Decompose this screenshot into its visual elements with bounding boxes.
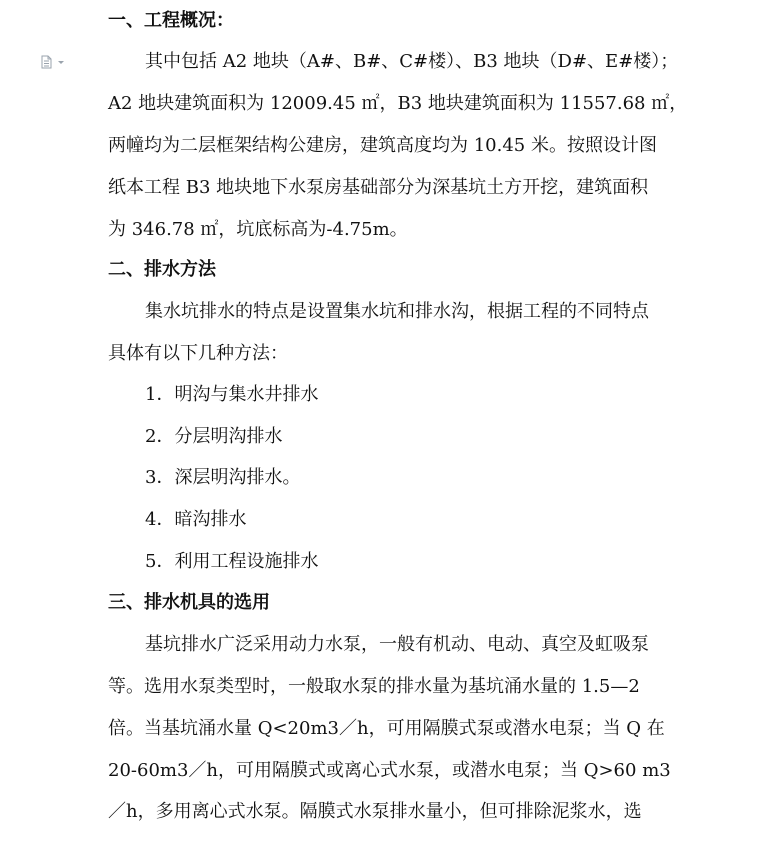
paragraph-line: 为 346.78 ㎡，坑底标高为-4.75m。 [108, 219, 408, 240]
paragraph-line: 倍。当基坑涌水量 Q<20m3／h，可用隔膜式泵或潜水电泵；当 Q 在 [108, 718, 665, 739]
section-heading-equipment-selection: 三、排水机具的选用 [108, 592, 270, 613]
paragraph-line: A2 地块建筑面积为 12009.45 ㎡，B3 地块建筑面积为 11557.68 ㎡， [108, 93, 688, 114]
list-item: 5．利用工程设施排水 [145, 551, 319, 572]
paragraph-line: 集水坑排水的特点是设置集水坑和排水沟，根据工程的不同特点 [145, 301, 649, 322]
paragraph-line: ／h，多用离心式水泵。隔膜式水泵排水量小，但可排除泥浆水，选 [108, 801, 642, 822]
section-heading-overview: 一、工程概况： [108, 10, 234, 31]
list-item: 1．明沟与集水井排水 [145, 384, 319, 405]
paragraph-line: 基坑排水广泛采用动力水泵，一般有机动、电动、真空及虹吸泵 [145, 634, 649, 655]
section-heading-drainage-methods: 二、排水方法 [108, 259, 216, 280]
list-item: 2．分层明沟排水 [145, 426, 283, 447]
document-icon[interactable] [40, 54, 66, 68]
paragraph-line: 其中包括 A2 地块（A#、B#、C#楼）、B3 地块（D#、E#楼）； [145, 51, 679, 72]
list-item: 3．深层明沟排水。 [145, 467, 301, 488]
paragraph-line: 两幢均为二层框架结构公建房，建筑高度均为 10.45 米。按照设计图 [108, 135, 657, 156]
list-item: 4．暗沟排水 [145, 509, 247, 530]
paragraph-line: 具体有以下几种方法： [108, 343, 288, 364]
paragraph-line: 20-60m3／h，可用隔膜式或离心式水泵，或潜水电泵；当 Q>60 m3 [108, 760, 671, 781]
paragraph-line: 等。选用水泵类型时，一般取水泵的排水量为基坑涌水量的 1.5—2 [108, 676, 640, 697]
paragraph-line: 纸本工程 B3 地块地下水泵房基础部分为深基坑土方开挖，建筑面积 [108, 177, 649, 198]
